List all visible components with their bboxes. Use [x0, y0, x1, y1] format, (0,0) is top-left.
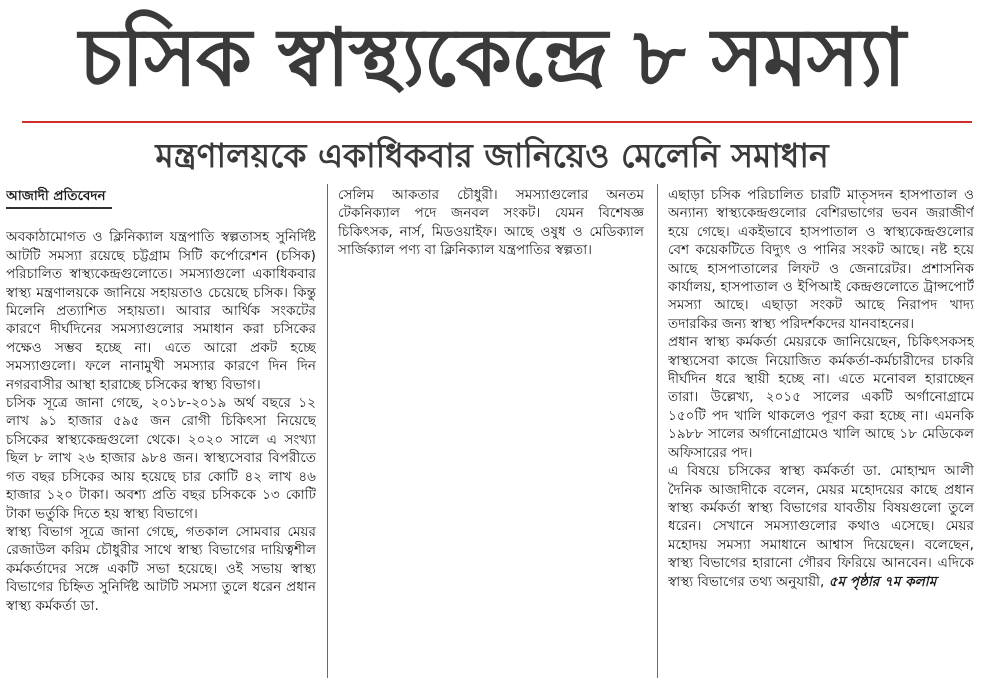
subheadline: মন্ত্রণালয়কে একাধিকবার জানিয়েও মেলেনি সমাধান — [155, 136, 829, 175]
paragraph: স্বাস্থ্য বিভাগ সূত্রে জানা গেছে, গতকাল সোমবার মেয়র রেজাউল করিম চৌধুরীর সাথে স্বাস্থ্য বিভাগের দায়িত্বশীল কর্মকর্তাদের সঙ্গে একটি সভা হয়েছে। ওই সভায় স্বাস্থ্য বিভাগের চিহ্নিত সুনির্দিষ্ট আটটি সমস্যা তুলে ধরেন প্রধান স্বাস্থ্য কর্মকর্তা ডা. — [6, 523, 316, 614]
column-divider — [327, 184, 328, 678]
paragraph: এছাড়া চসিক পরিচালিত চারটি মাতৃসদন হাসপাতাল ও অন্যান্য স্বাস্থ্যকেন্দ্রগুলোর বেশিরভাগের ভবন জরাজীর্ণ হয়ে গেছে। একইভাবে হাসপাতাল ও স্বাস্থ্যকেন্দ্রগুলোর বেশ কয়েকটিতে বিদ্যুৎ ও পানির সংকট আছে। নষ্ট হয়ে আছে হাসপাতালের লিফট ও জেনারেটর। প্রশাসনিক কার্যালয়, হাসপাতাল ও ইপিআই কেন্দ্রগুলোতে ট্রান্সপোর্ট সমস্যা আছে। এছাড়া সংকট আছে নিরাপদ খাদ্য তদারকির জন্য স্বাস্থ্য পরিদর্শকদের যানবাহনের। — [668, 187, 974, 332]
paragraph — [668, 462, 974, 591]
byline: আজাদী প্রতিবেদন — [6, 186, 112, 209]
paragraph: চসিক সূত্রে জানা গেছে, ২০১৮-২০১৯ অর্থ বছরে ১২ লাখ ৯১ হাজার ৫৯৫ জন রোগী চিকিৎসা নিয়েছে চসিকের স্বাস্থ্যকেন্দ্রগুলো থেকে। ২০২০ সালে এ সংখ্যা ছিল ৮ লাখ ২৬ হাজার ৯৮৪ জন। স্বাস্থ্যসেবার বিপরীতে গত বছর চসিকের আয় হয়েছে চার কোটি ৪২ লাখ ৪৬ হাজার ১২০ টাকা। অবশ্য প্রতি বছর চসিককে ১৩ কোটি টাকা ভর্তুকি দিতে হয় স্বাস্থ্য বিভাগে। — [6, 395, 316, 522]
article-column-1 — [6, 186, 316, 678]
paragraph-text: এ বিষয়ে চসিকের স্বাস্থ্য কর্মকর্তা ডা. মোহাম্মদ আলী দৈনিক আজাদীকে বলেন, মেয়র মহোদয়ের কাছে প্রধান স্বাস্থ্য কর্মকর্তা স্বাস্থ্য বিভাগের যাবতীয় বিষয়গুলো তুলে ধরেন। সেখানে সমস্যাগুলোর কথাও এসেছে। মেয়র মহোদয় সমস্যা সমাধানে আশ্বাস দিয়েছেন। বলেছেন, স্বাস্থ্য বিভাগের হারানো গৌরব ফিরিয়ে আনবেন। এদিকে স্বাস্থ্য বিভাগের তথ্য অনুযায়ী, — [668, 463, 974, 590]
paragraph: সেলিম আকতার চৌধুরী। সমস্যাগুলোর অনতম টেকনিক্যাল পদে জনবল সংকট। যেমন বিশেষজ্ঞ চিকিৎসক, নার্স, মিডওয়াইফ। আছে ওষুধ ও মেডিক্যাল সার্জিক্যাল পণ্য বা ক্লিনিক্যাল যন্ত্রপাতির স্বল্পতা। — [338, 187, 644, 259]
article-column-2 — [338, 186, 644, 678]
headline: চসিক স্বাস্থ্যকেন্দ্রে ৮ সমস্যা — [79, 11, 905, 104]
headline-rule — [22, 121, 972, 123]
continuation-jump: ৫ম পৃষ্ঠার ৭ম কলাম — [828, 573, 937, 590]
column-divider — [657, 184, 658, 678]
paragraph: প্রধান স্বাস্থ্য কর্মকর্তা মেয়রকে জানিয়েছেন, চিকিৎসকসহ স্বাস্থ্যসেবা কাজে নিয়োজিত কর্মকর্তা-কর্মচারীদের চাকরি দীর্ঘদিন ধরে স্থায়ী হচ্ছে না। এতে মনোবল হারাচ্ছেন তারা। উল্লেখ্য, ২০১৫ সালের একটি অর্গানোগ্রামে ১৫০টি পদ খালি থাকলেও পূরণ করা হচ্ছে না। এমনকি ১৯৮৮ সালের অর্গানোগ্রামেও খালি আছে ১৮ মেডিকেল অফিসারের পদ। — [668, 334, 974, 461]
paragraph: অবকাঠামোগত ও ক্লিনিক্যাল যন্ত্রপাতি স্বল্পতাসহ সুনির্দিষ্ট আটটি সমস্যা রয়েছে চট্টগ্রাম সিটি কর্পোরেশন (চসিক) পরিচালিত স্বাস্থ্যকেন্দ্রগুলোতে। সমস্যাগুলো একাধিকবার স্বাস্থ্য মন্ত্রণালয়কে জানিয়ে সহায়তাও চেয়েছে চসিক। কিন্তু মিলেনি প্রত্যাশিত সহায়তা। আবার আর্থিক সংকটের কারণে দীর্ঘদিনের সমস্যাগুলোর সমাধান করা চসিকের পক্ষেও সম্ভব হচ্ছে না। এতে আরো প্রকট হচ্ছে সমস্যাগুলো। ফলে নানামুখী সমস্যার কারণে দিন দিন নগরবাসীর আস্থা হারাচ্ছে চসিকের স্বাস্থ্য বিভাগ। — [6, 229, 316, 393]
article-column-3 — [668, 186, 974, 678]
